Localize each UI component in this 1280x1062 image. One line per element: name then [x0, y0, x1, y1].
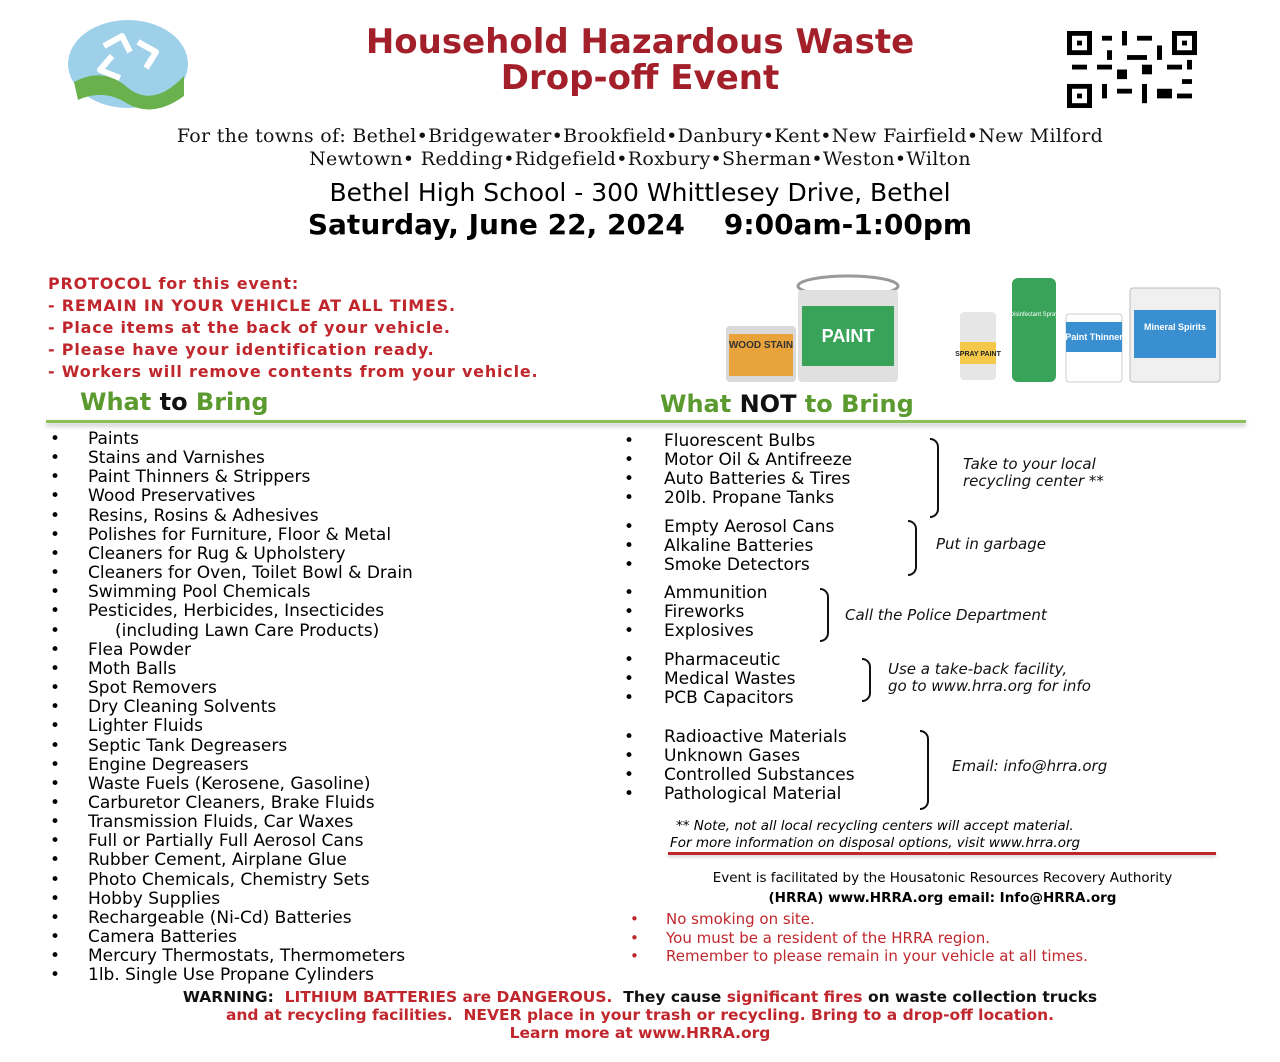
list-item: • Spot Removers — [50, 678, 217, 699]
list-item: • Hobby Supplies — [50, 888, 221, 909]
paint-can-label: PAINT — [821, 326, 875, 346]
list-item: • Moth Balls — [50, 658, 177, 679]
disinfectant-label: Disinfectant Spray — [1009, 312, 1059, 318]
event-title-line2: Drop-off Event — [500, 58, 780, 98]
warning-text: NEVER — [463, 1006, 522, 1024]
list-item: • Cleaners for Oven, Toilet Bowl & Drain — [50, 563, 413, 584]
venue-address: Bethel High School - 300 Whittlesey Drive, Bethel — [329, 178, 951, 207]
list-item: • Alkaline Batteries — [624, 536, 814, 556]
brace-icon — [920, 730, 929, 810]
brace-icon — [862, 658, 871, 702]
list-item: • Septic Tank Degreasers — [50, 735, 288, 756]
section-divider — [46, 420, 1246, 423]
facilitated-by: Event is facilitated by the Housatonic Resources Recovery Authority (HRRA) www.HRRA.org email: Info@HRRA.org — [712, 870, 1173, 906]
list-item: • Rechargeable (Ni-Cd) Batteries — [50, 907, 352, 928]
protocol-item: - Please have your identification ready. — [48, 340, 435, 359]
list-item: • Rubber Cement, Airplane Glue — [50, 850, 347, 871]
disposal-note: ** Note, not all local recycling centers will accept material. For more information on disposal options, visit www.hrra.org — [670, 818, 1081, 851]
list-item: • 20lb. Propane Tanks — [624, 488, 835, 508]
list-item: • Wood Preservatives — [50, 486, 256, 507]
towns-line2: Newtown• Redding•Ridgefield•Roxbury•Sherman•Weston•Wilton — [309, 148, 971, 170]
list-item: • Stains and Varnishes — [50, 448, 265, 469]
warning-text: LITHIUM BATTERIES are DANGEROUS. — [284, 988, 613, 1006]
list-item: • Unknown Gases — [624, 746, 801, 766]
list-item: • You must be a resident of the HRRA region. — [630, 928, 991, 947]
list-item: • Dry Cleaning Solvents — [50, 697, 277, 718]
list-item: • Radioactive Materials — [624, 727, 847, 747]
what-not-to-bring-heading — [660, 390, 914, 418]
brace-icon — [820, 588, 829, 642]
heading-part: Bring — [187, 388, 269, 416]
red-divider — [668, 852, 1216, 855]
learn-more-link[interactable]: Learn more at www.HRRA.org — [509, 1024, 771, 1042]
list-item: • Explosives — [624, 621, 754, 641]
group-note: Use a take-back facility, go to www.hrra.org for info — [888, 660, 1091, 695]
protocol-block — [48, 273, 538, 383]
list-item: • Swimming Pool Chemicals — [50, 582, 311, 603]
event-date-time — [0, 208, 1280, 241]
protocol-item: - Workers will remove contents from your vehicle. — [48, 362, 539, 381]
list-item: • Cleaners for Rug & Upholstery — [50, 543, 346, 564]
list-item: • (including Lawn Care Products) — [50, 620, 380, 641]
group-note: Call the Police Department — [845, 606, 1047, 624]
heading-part: What — [80, 388, 160, 416]
brace-icon — [908, 520, 917, 576]
towns-line1: For the towns of: Bethel•Bridgewater•Brookfield•Danbury•Kent•New Fairfield•New Milford — [176, 125, 1104, 147]
paint-thinner-label: Paint Thinner — [1065, 332, 1123, 342]
list-item: • Pharmaceutic — [624, 650, 781, 670]
event-date: Saturday, June 22, 2024 — [307, 208, 685, 241]
protocol-heading: PROTOCOL for this event: — [48, 274, 300, 293]
list-item: • Pathological Material — [624, 784, 842, 804]
list-item: • Fireworks — [624, 602, 745, 622]
list-item: • Pesticides, Herbicides, Insecticides — [50, 601, 385, 622]
mineral-spirits-label: Mineral Spirits — [1143, 322, 1207, 332]
site-rules-list — [630, 910, 1088, 966]
list-item: • Remember to please remain in your vehicle at all times. — [630, 947, 1088, 965]
list-item: • Mercury Thermostats, Thermometers — [50, 946, 406, 967]
not-group-police — [624, 584, 768, 641]
what-to-bring-heading — [80, 388, 269, 416]
warning-label: WARNING: — [182, 988, 274, 1006]
list-item: • Paints — [50, 429, 139, 449]
list-item: • No smoking on site. — [630, 910, 815, 928]
warning-text: place in your trash or recycling. Bring to a drop-off location. — [526, 1006, 1055, 1024]
protocol-item: - Place items at the back of your vehicle. — [48, 318, 451, 337]
not-group-recycling — [624, 432, 852, 508]
warning-text: They cause — [623, 988, 722, 1006]
list-item: • Empty Aerosol Cans — [624, 517, 835, 537]
list-item: • Flea Powder — [50, 639, 191, 660]
not-group-take-back — [624, 651, 796, 708]
list-item: • Smoke Detectors — [624, 555, 810, 575]
protocol-item: - REMAIN IN YOUR VEHICLE AT ALL TIMES. — [48, 296, 456, 315]
list-item: • Controlled Substances — [624, 765, 855, 785]
list-item: • Carburetor Cleaners, Brake Fluids — [50, 792, 375, 813]
list-item: • PCB Capacitors — [624, 688, 794, 708]
list-item: • Camera Batteries — [50, 927, 238, 948]
list-item: • Medical Wastes — [624, 669, 796, 689]
list-item: • Waste Fuels (Kerosene, Gasoline) — [50, 773, 371, 794]
warning-text: significant fires — [726, 988, 863, 1006]
list-item: • Photo Chemicals, Chemistry Sets — [50, 869, 370, 890]
group-note: Take to your local recycling center ** — [963, 455, 1104, 490]
list-item: • Lighter Fluids — [50, 716, 203, 737]
list-item: • Engine Degreasers — [50, 754, 249, 775]
list-item: • Motor Oil & Antifreeze — [624, 450, 853, 470]
group-note: Email: info@hrra.org — [952, 757, 1108, 775]
list-item: • Resins, Rosins & Adhesives — [50, 505, 319, 526]
list-item: • Ammunition — [624, 583, 768, 603]
warning-text: and at recycling facilities. — [225, 1006, 453, 1024]
brace-icon — [930, 438, 939, 518]
list-item: • Fluorescent Bulbs — [624, 431, 816, 451]
not-group-garbage — [624, 518, 834, 575]
what-to-bring-list — [50, 430, 413, 986]
list-item: • Full or Partially Full Aerosol Cans — [50, 831, 364, 852]
event-title-line1: Household Hazardous Waste — [365, 22, 915, 62]
heading-part: to Bring — [796, 390, 914, 418]
list-item: • Polishes for Furniture, Floor & Metal — [50, 524, 392, 545]
warning-text: on waste collection trucks — [867, 988, 1098, 1006]
hazardous-products-image — [726, 266, 1226, 388]
heading-part: NOT — [739, 390, 797, 418]
not-group-email — [624, 728, 855, 804]
list-item: • Paint Thinners & Strippers — [50, 467, 311, 488]
list-item: • 1lb. Single Use Propane Cylinders — [50, 965, 375, 986]
list-item: • Auto Batteries & Tires — [624, 469, 851, 489]
spray-paint-label: SPRAY PAINT — [955, 351, 1001, 358]
lithium-warning — [0, 988, 1280, 1042]
wood-stain-label: WOOD STAIN — [728, 340, 794, 351]
group-note: Put in garbage — [936, 535, 1046, 553]
qr-code-icon — [1067, 31, 1197, 108]
heading-part: to — [159, 388, 188, 416]
heading-part: What — [660, 390, 740, 418]
event-time: 9:00am-1:00pm — [723, 208, 973, 241]
list-item: • Transmission Fluids, Car Waxes — [50, 812, 354, 833]
